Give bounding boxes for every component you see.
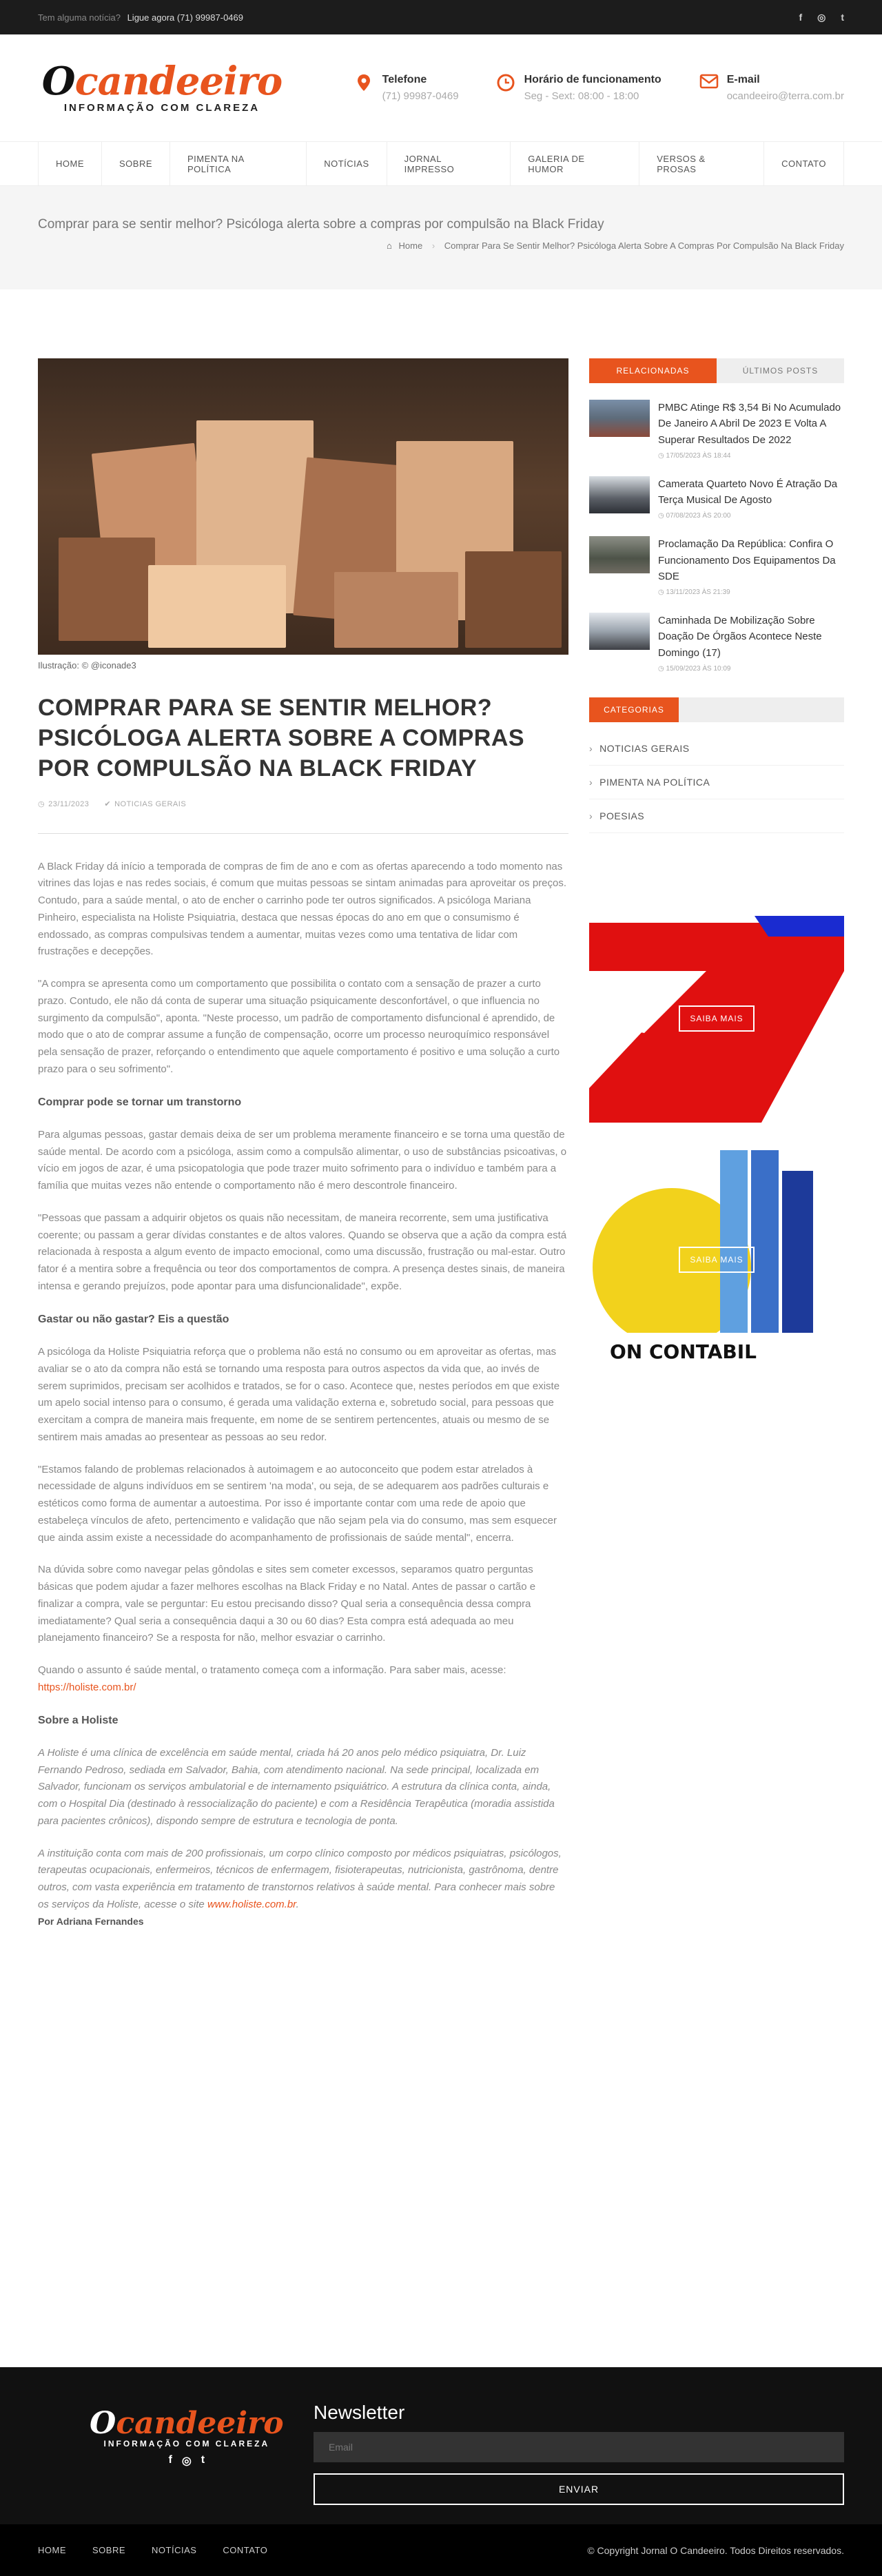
- related-post[interactable]: [589, 536, 844, 596]
- footer-logo-wordmark: Ocandeeiro: [90, 2406, 284, 2441]
- newsletter-submit-button[interactable]: ENVIAR: [314, 2473, 844, 2505]
- footer-link-sobre[interactable]: SOBRE: [92, 2545, 126, 2555]
- paragraph: "A compra se apresenta como um comportamento que possibilita o contato com a sensação de prazer a curto prazo. Contudo, ele não dá conta de superar uma situação psiquicamente desconfortável, o que influencia no surgimento da compulsão", aponta. "Neste processo, um padrão de comportamento disfuncional é aprendido, de modo que o ato de comprar assume a função de compensação, ocorre um processo neuroquímico responsável pela sensação de prazer, reforçando o entendimento que aquele comportamento é positivo e uma solução a curto prazo para o seu sofrimento".: [38, 978, 560, 1075]
- newsletter-title: Newsletter: [314, 2402, 405, 2423]
- image-caption: Ilustração: © @iconade3: [38, 660, 136, 671]
- nav-sobre[interactable]: SOBRE: [101, 141, 170, 186]
- footer-links: [38, 2545, 267, 2555]
- logo-wordmark: Ocandeeiro: [41, 59, 283, 104]
- contact-email: [699, 74, 844, 102]
- paragraph: A Holiste é uma clínica de excelência em saúde mental, criada há 20 anos pelo médico psiquiatra, Dr. Luiz Fernando Pedroso, sediada em Salvador, Bahia, com atendimento nacional. Na sede principal, localizada em Salvador, funcionam os serviços ambulatorial e de internamento psiquiátrico. A estrutura da clínica conta, ainda, com o Hospital Dia (destinado à ressocialização do paciente) e com a Residência Terapêutica (moradia assistida para pacientes crônicos), dispondo sempre de estrutura e tecnologia de ponta.: [38, 1746, 555, 1827]
- page-title: Comprar para se sentir melhor? Psicóloga alerta sobre a compras por compulsão na Black Friday: [38, 217, 604, 232]
- post-thumbnail: [589, 536, 650, 573]
- contact-phone-title: Telefone: [382, 74, 427, 85]
- page-title-band: [0, 186, 882, 289]
- contact-hours-title: Horário de funcionamento: [524, 74, 662, 85]
- main-nav: [0, 141, 882, 186]
- holiste-site-link[interactable]: www.holiste.com.br: [207, 1898, 296, 1910]
- home-icon: ⌂: [387, 241, 392, 251]
- nav-jornal-impresso[interactable]: JORNAL IMPRESSO: [387, 141, 511, 186]
- ad-banner[interactable]: [589, 895, 844, 1123]
- instagram-icon[interactable]: ◎: [181, 2455, 192, 2467]
- post-date: ◷ 15/09/2023 ÀS 10:09: [658, 664, 731, 673]
- nav-galeria-de-humor[interactable]: GALERIA DE HUMOR: [510, 141, 639, 186]
- top-social: [799, 12, 844, 23]
- post-date: ◷ 07/08/2023 ÀS 20:00: [658, 512, 731, 520]
- twitter-icon[interactable]: t: [841, 11, 844, 23]
- footer-link-contato[interactable]: CONTATO: [223, 2545, 268, 2555]
- paragraph: A psicóloga da Holiste Psiquiatria reforça que o problema não está no consumo ou em aproveitar as ofertas, mas avaliar se o ato da compra não está se tornando uma resposta para outros aspectos da vida que, ao invés de serem suprimidos, precisam ser acolhidos e tratados, se for o caso. Acontece que, nestes períodos em que existe um apelo social intenso para o consumo, é gerada uma validação externa e, sobretudo social, para pessoas que exercitam a compra de maneira mais frequente, em nome de se sentirem pertencentes, atuais ou mesmo de se sentirem mais amadas ao presentear as pessoas ao seu redor.: [38, 1346, 560, 1443]
- categories-list: [589, 732, 844, 833]
- section-heading: Gastar ou não gastar? Eis a questão: [38, 1313, 229, 1325]
- twitter-icon[interactable]: t: [201, 2454, 205, 2466]
- contact-hours: [497, 74, 662, 102]
- paragraph: A instituição conta com mais de 200 profissionais, um corpo clínico composto por médicos psiquiatras, psicólogos, terapeutas ocupacionais, enfermeiros, técnicos de enfermagem, fisioterapeutas, nutricionista, gastrônoma, dentre outros, com vasta experiência em tratamento de transtornos relativos à saúde mental. Para conhecer mais sobre os serviços da Holiste, acesse o site www.holiste.com.br.: [38, 1847, 562, 1910]
- footer-logo[interactable]: [90, 2406, 284, 2468]
- map-pin-icon: [355, 74, 373, 92]
- footer-logo-tagline: INFORMAÇÃO COM CLAREZA: [103, 2439, 270, 2449]
- nav-contato[interactable]: CONTATO: [763, 141, 844, 186]
- site-logo[interactable]: [38, 59, 286, 114]
- contact-phone-value: (71) 99987-0469: [382, 90, 459, 102]
- paragraph: Na dúvida sobre como navegar pelas gôndolas e sites sem cometer excessos, separamos quatro perguntas básicas que podem ajudar a fazer melhores escolhas na Black Friday e no Natal. Antes de passar o cartão e finalizar a compra, vale se perguntar: Eu estou precisando disso? Qual seria a consequência dessa compra imediatamente? Qual seria a consequência daqui a 30 ou 60 dias? Esta compra está adequada ao meu planejamento financeiro? Se a resposta for não, melhor esvaziar o carrinho.: [38, 1564, 536, 1644]
- header-contacts: [355, 74, 844, 102]
- paragraph: Quando o assunto é saúde mental, o tratamento começa com a informação. Para saber mais, acesse: https://holiste.com.br/: [38, 1664, 506, 1693]
- article-date: ◷ 23/11/2023: [38, 799, 90, 808]
- envelope-icon: [699, 74, 717, 92]
- section-heading: Sobre a Holiste: [38, 1714, 119, 1726]
- paragraph: "Estamos falando de problemas relacionados à autoimagem e ao autoconceito que podem estar atrelados à necessidade de alguns indivíduos em se sentirem 'na moda', ou seja, de se adequarem aos padrões culturais e estéticos como forma de aumentar a autoestima. Por isso é importante contar com uma rede de apoio que estabeleça vínculos de afeto, pertencimento e validação que não sejam pela via do consumo, mas sem esquecer que ainda assim existe a necessidade do acompanhamento de profissionais de saúde mental", encerra.: [38, 1463, 557, 1544]
- sidebar-tabs: [589, 358, 844, 383]
- check-icon: ✔: [104, 799, 112, 808]
- instagram-icon[interactable]: ◎: [817, 11, 826, 23]
- nav-pimenta-na-politica[interactable]: PIMENTA NA POLÍTICA: [170, 141, 306, 186]
- post-title: PMBC Atinge R$ 3,54 Bi No Acumulado De Janeiro A Abril De 2023 E Volta A Superar Resultados De 2022: [658, 402, 841, 446]
- ad-banner-contabil[interactable]: [589, 1136, 844, 1364]
- related-post[interactable]: [589, 400, 844, 460]
- breadcrumb: [38, 241, 844, 251]
- post-title: Camerata Quarteto Novo É Atração Da Terça Musical De Agosto: [658, 478, 838, 506]
- categories-heading: CATEGORIAS: [589, 697, 844, 722]
- post-thumbnail: [589, 613, 650, 650]
- article-body: [38, 859, 568, 1914]
- post-thumbnail: [589, 476, 650, 513]
- related-post[interactable]: [589, 476, 844, 520]
- category-noticias-gerais[interactable]: › NOTICIAS GERAIS: [589, 732, 844, 766]
- post-title: Caminhada De Mobilização Sobre Doação De Órgãos Acontece Neste Domingo (17): [658, 615, 822, 659]
- article-meta: [38, 799, 568, 808]
- nav-home[interactable]: HOME: [38, 141, 101, 186]
- post-title: Proclamação Da República: Confira O Funcionamento Dos Equipamentos Da SDE: [658, 538, 836, 582]
- copyright: © Copyright Jornal O Candeeiro. Todos Direitos reservados.: [587, 2544, 844, 2556]
- svg-text:ON CONTABIL: ON CONTABIL: [610, 1340, 757, 1363]
- contact-email-value[interactable]: ocandeeiro@terra.com.br: [726, 90, 844, 102]
- clock-icon: ◷: [38, 799, 45, 808]
- contact-email-title: E-mail: [726, 74, 760, 85]
- breadcrumb-separator-icon: ›: [431, 241, 435, 251]
- nav-versos-prosas[interactable]: VERSOS & PROSAS: [639, 141, 763, 186]
- top-bar-question: Tem alguma notícia?: [38, 12, 121, 23]
- top-bar: [0, 0, 882, 34]
- contact-hours-value: Seg - Sext: 08:00 - 18:00: [524, 90, 639, 102]
- newsletter-email-input[interactable]: [314, 2432, 844, 2462]
- tab-ultimos-posts[interactable]: ÚLTIMOS POSTS: [742, 366, 819, 376]
- post-date: ◷ 13/11/2023 ÀS 21:39: [658, 589, 730, 596]
- site-header: [0, 34, 882, 141]
- tab-relacionadas[interactable]: RELACIONADAS: [589, 358, 717, 383]
- contact-phone: [355, 74, 459, 102]
- facebook-icon[interactable]: f: [799, 11, 803, 23]
- logo-tagline: INFORMAÇÃO COM CLAREZA: [63, 102, 260, 114]
- footer-link-noticias[interactable]: NOTÍCIAS: [152, 2545, 197, 2555]
- paragraph: A Black Friday dá início a temporada de compras de fim de ano e com as ofertas aparecendo a todo momento nas vitrines das lojas e nas redes sociais, é comum que muitas pessoas se sintam animadas para aproveitar os preços. Contudo, para a saúde mental, o ato de encher o carrinho pode ter outros significados. A psicóloga Mariana Pinheiro, especialista na Holiste Psiquiatria, destaca que nessas épocas do ano em que o consumismo é endossado, as compras compulsivas tendem a aumentar, muitas vezes como uma tentativa de lidar com frustrações e decepções.: [38, 860, 567, 958]
- footer-social: [169, 2454, 205, 2468]
- category-poesias[interactable]: › POESIAS: [589, 799, 844, 833]
- article-hero-image: [38, 358, 568, 655]
- top-bar-contact: [38, 12, 243, 23]
- section-heading: Comprar pode se tornar um transtorno: [38, 1096, 242, 1108]
- article-divider: [38, 833, 568, 834]
- bottom-bar: [0, 2524, 882, 2576]
- paragraph: Para algumas pessoas, gastar demais deixa de ser um problema meramente financeiro e se torna uma questão de saúde mental. De acordo com a psicóloga, assim como a compulsão alimentar, o uso de substâncias psicoativas, o vício em jogos de azar, é uma psicopatologia que pode trazer muito sofrimento para o indivíduo e também para a família que muitas vezes não entende o comportamento não é mero descontrole financeiro.: [38, 1128, 567, 1192]
- ad-contabil-saiba-mais-button[interactable]: SAIBA MAIS: [679, 1247, 755, 1273]
- category-pimenta-na-politica[interactable]: › PIMENTA NA POLÍTICA: [589, 766, 844, 799]
- related-post[interactable]: [589, 613, 844, 673]
- sidebar: [589, 358, 844, 1364]
- site-footer: [0, 2367, 882, 2524]
- newsletter: [314, 2402, 844, 2505]
- ad-saiba-mais-button[interactable]: SAIBA MAIS: [679, 1005, 755, 1032]
- article-title: COMPRAR PARA SE SENTIR MELHOR? PSICÓLOGA ALERTA SOBRE A COMPRAS POR COMPULSÃO NA BLACK FRIDAY: [38, 695, 525, 782]
- article: [38, 358, 568, 1929]
- article-author: Por Adriana Fernandes: [38, 1916, 144, 1927]
- post-date: ◷ 17/05/2023 ÀS 18:44: [658, 451, 731, 460]
- article-category[interactable]: ✔ NOTICIAS GERAIS: [104, 799, 187, 808]
- paragraph: "Pessoas que passam a adquirir objetos os quais não necessitam, de maneira recorrente, sem uma justificativa coerente; ou passam a gerar dívidas constantes e de altos valores. Quando se observa que a ação da compra está relacionada à resposta a algum evento de impacto emocional, como uma discussão, frustração ou mal-estar. Outro fator é a mentira sobre a frequência ou teor dos comportamentos de compra. A presença destes sinais, de maneira intensa e gerando prejuízos, pode apontar para uma disfuncionalidade", expõe.: [38, 1212, 567, 1292]
- post-thumbnail: [589, 400, 650, 437]
- breadcrumb-current: Comprar Para Se Sentir Melhor? Psicóloga Alerta Sobre A Compras Por Compulsão Na Black Friday: [444, 241, 844, 251]
- clock-icon: [497, 74, 515, 92]
- footer-link-home[interactable]: HOME: [38, 2545, 66, 2555]
- holiste-link[interactable]: https://holiste.com.br/: [38, 1681, 136, 1693]
- facebook-icon[interactable]: f: [168, 2454, 172, 2466]
- top-bar-call: Ligue agora (71) 99987-0469: [127, 12, 243, 23]
- breadcrumb-home[interactable]: Home: [398, 241, 423, 251]
- nav-noticias[interactable]: NOTÍCIAS: [306, 141, 386, 186]
